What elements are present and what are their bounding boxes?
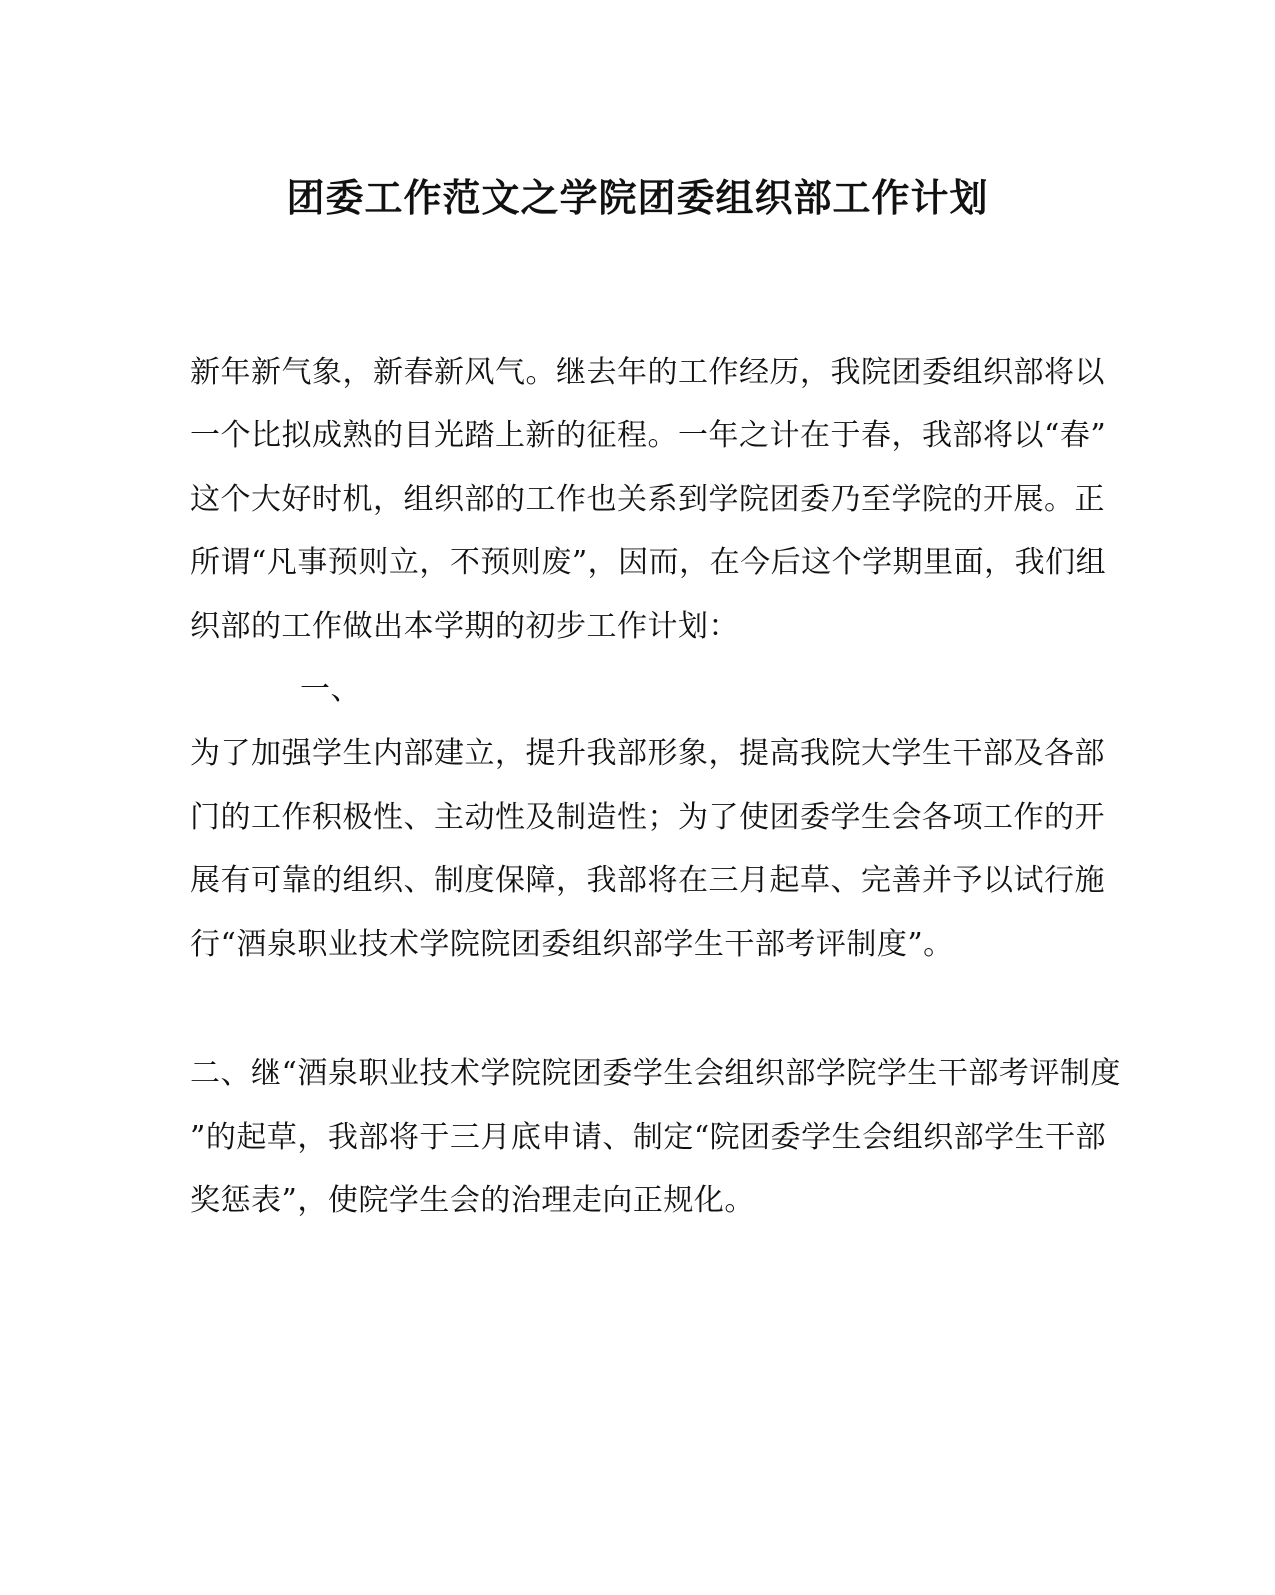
section-heading-one: 一、 xyxy=(300,672,361,707)
paragraph-line-4: 所谓“凡事预则立，不预则废”，因而，在今后这个学期里面，我们组 xyxy=(190,545,1107,580)
paragraph-line-10: 二、继“酒泉职业技术学院院团委学生会组织部学院学生干部考评制度 xyxy=(190,1056,1121,1091)
document-title: 团委工作范文之学院团委组织部工作计划 xyxy=(286,175,989,220)
paragraph-line-9: 行“酒泉职业技术学院院团委组织部学生干部考评制度”。 xyxy=(190,927,954,962)
paragraph-line-5: 织部的工作做出本学期的初步工作计划： xyxy=(190,609,739,644)
paragraph-line-6: 为了加强学生内部建立，提升我部形象，提高我院大学生干部及各部 xyxy=(190,736,1105,771)
paragraph-line-1: 新年新气象，新春新风气。继去年的工作经历，我院团委组织部将以 xyxy=(190,355,1105,390)
paragraph-line-2: 一个比拟成熟的目光踏上新的征程。一年之计在于春，我部将以“春” xyxy=(190,418,1107,453)
paragraph-line-8: 展有可靠的组织、制度保障，我部将在三月起草、完善并予以试行施 xyxy=(190,863,1105,898)
paragraph-line-7: 门的工作积极性、主动性及制造性；为了使团委学生会各项工作的开 xyxy=(190,800,1105,835)
paragraph-line-11: ”的起草，我部将于三月底申请、制定“院团委学生会组织部学生干部 xyxy=(190,1120,1107,1155)
paragraph-line-12: 奖惩表”，使院学生会的治理走向正规化。 xyxy=(190,1183,755,1218)
paragraph-line-3: 这个大好时机，组织部的工作也关系到学院团委乃至学院的开展。正 xyxy=(190,482,1105,517)
